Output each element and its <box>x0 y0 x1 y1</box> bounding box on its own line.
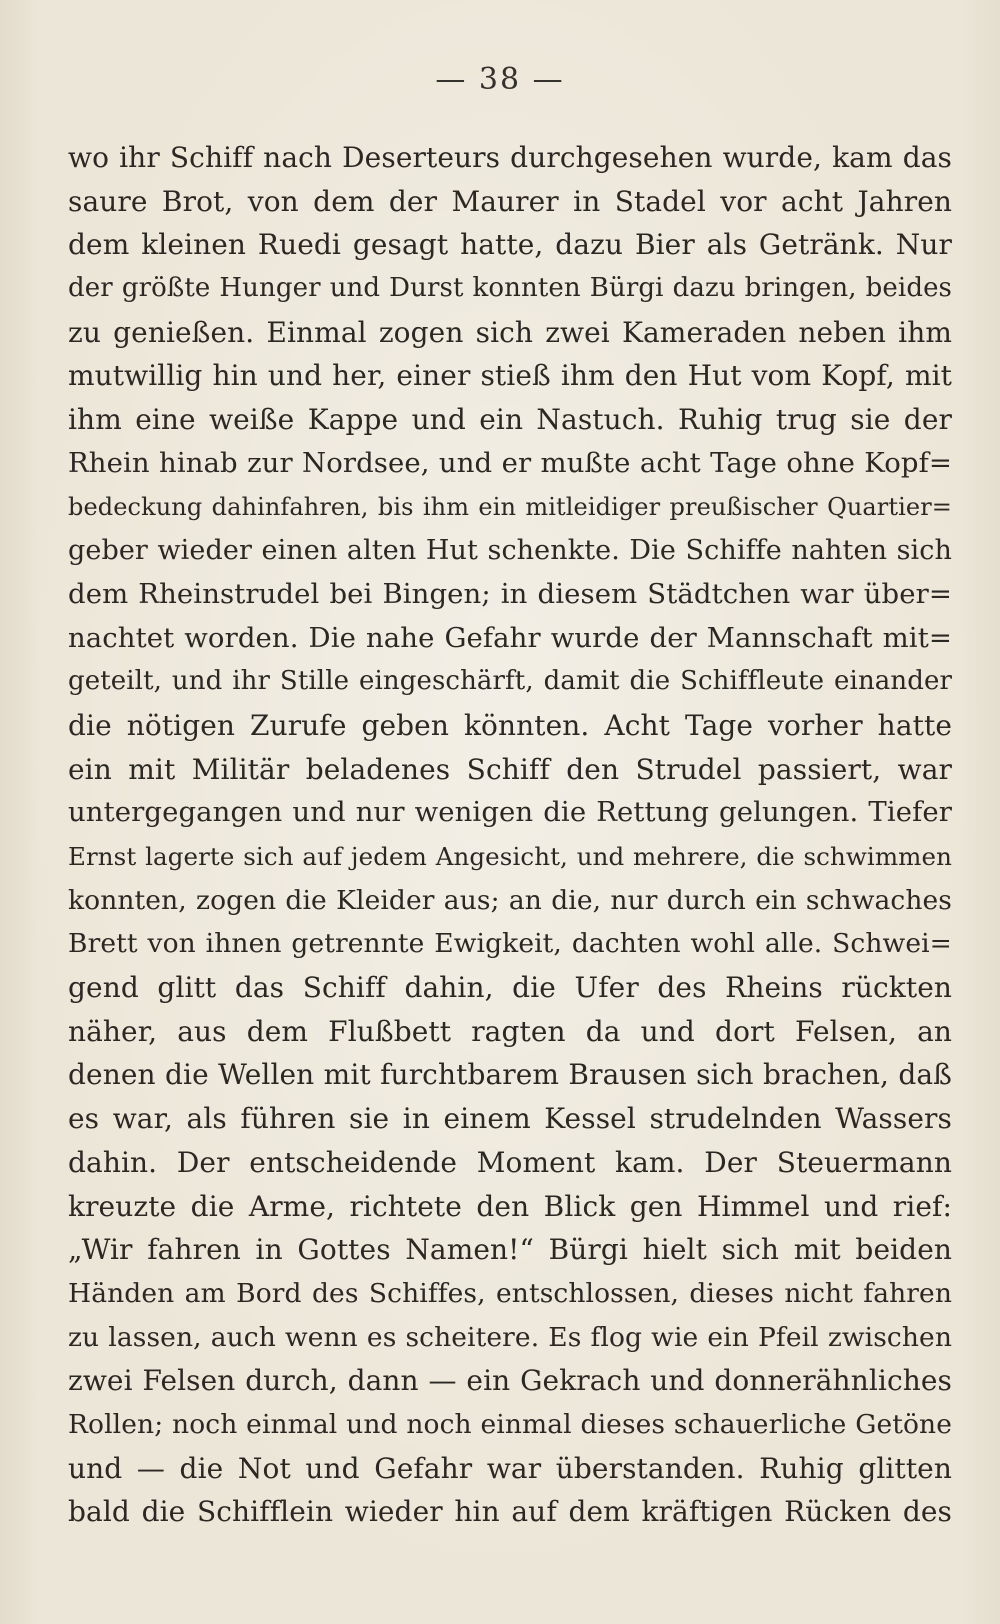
text-line: es war, als führen sie in einem Kessel strudelnden Wassers <box>68 1102 952 1136</box>
text-line: der größte Hunger und Durst konnten Bürgi dazu bringen, beides <box>68 273 952 304</box>
text-line: Rhein hinab zur Nordsee, und er mußte acht Tage ohne Kopf= <box>68 446 952 479</box>
text-line: „Wir fahren in Gottes Namen!“ Bürgi hielt sich mit beiden <box>68 1233 952 1267</box>
text-line: zu genießen. Einmal zogen sich zwei Kameraden neben ihm <box>68 315 952 349</box>
text-line: bald die Schifflein wieder hin auf dem kräftigen Rücken des <box>68 1495 952 1529</box>
text-line: Brett von ihnen getrennte Ewigkeit, dachten wohl alle. Schwei= <box>68 928 952 960</box>
text-line: Händen am Bord des Schiffes, entschlossen, dieses nicht fahren <box>68 1277 952 1309</box>
text-line: dem Rheinstrudel bei Bingen; in diesem Städtchen war über= <box>68 577 952 610</box>
text-line: nachtet worden. Die nahe Gefahr wurde der Mannschaft mit= <box>68 621 952 654</box>
text-line: saure Brot, von dem der Maurer in Stadel vor acht Jahren <box>68 184 952 218</box>
text-line: ein mit Militär beladenes Schiff den Strudel passiert, war <box>68 752 952 786</box>
text-line: denen die Wellen mit furchtbarem Brausen sich brachen, daß <box>68 1058 952 1092</box>
text-line: ihm eine weiße Kappe und ein Nastuch. Ruhig trug sie der <box>68 403 952 437</box>
text-line: dem kleinen Ruedi gesagt hatte, dazu Bier als Getränk. Nur <box>68 228 952 262</box>
text-line: wo ihr Schiff nach Deserteurs durchgesehen wurde, kam das <box>68 141 952 174</box>
body-text <box>68 136 952 1534</box>
text-line: und — die Not und Gefahr war überstanden. Ruhig glitten <box>68 1451 952 1485</box>
text-line: zwei Felsen durch, dann — ein Gekrach und donnerähnliches <box>68 1364 952 1398</box>
text-line: konnten, zogen die Kleider aus; an die, nur durch ein schwaches <box>68 884 952 916</box>
text-line: bedeckung dahinfahren, bis ihm ein mitleidiger preußischer Quartier= <box>68 492 952 521</box>
text-line: geteilt, und ihr Stille eingeschärft, damit die Schiffleute einander <box>68 666 952 697</box>
text-line: Ernst lagerte sich auf jedem Angesicht, und mehrere, die schwimmen <box>68 842 952 871</box>
text-line: gend glitt das Schiff dahin, die Ufer des Rheins rückten <box>68 971 952 1005</box>
text-line: kreuzte die Arme, richtete den Blick gen Himmel und rief: <box>68 1189 952 1223</box>
text-line: die nötigen Zurufe geben könnten. Acht Tage vorher hatte <box>68 708 952 742</box>
text-line: dahin. Der entscheidende Moment kam. Der Steuermann <box>68 1145 952 1179</box>
text-line: zu lassen, auch wenn es scheitere. Es flog wie ein Pfeil zwischen <box>68 1321 952 1353</box>
text-line: näher, aus dem Flußbett ragten da und dort Felsen, an <box>68 1014 952 1048</box>
text-line: geber wieder einen alten Hut schenkte. Die Schiffe nahten sich <box>68 535 952 567</box>
text-line: untergegangen und nur wenigen die Rettung gelungen. Tiefer <box>68 796 952 829</box>
text-line: mutwillig hin und her, einer stieß ihm den Hut vom Kopf, mit <box>68 359 952 393</box>
page-number: — 38 — <box>435 62 565 97</box>
text-line: Rollen; noch einmal und noch einmal dieses schauerliche Getöne <box>68 1408 952 1440</box>
